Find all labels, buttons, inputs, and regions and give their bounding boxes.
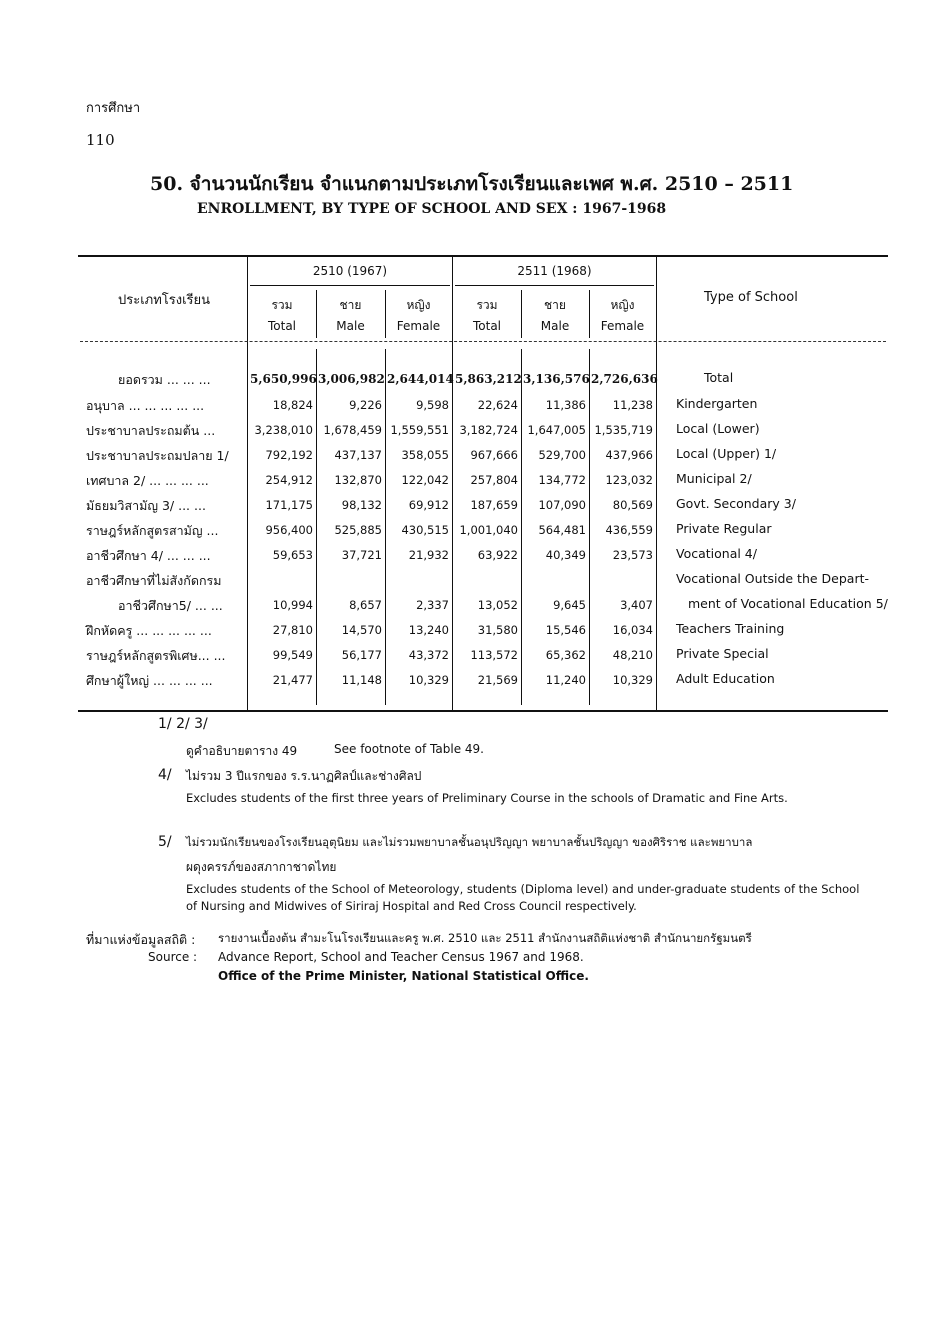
- row-label-thai: อนุบาล ... ... ... ... ...: [86, 398, 205, 413]
- table-cell: 3,182,724: [459, 423, 518, 437]
- subheader-english: Male: [540, 319, 570, 333]
- table-cell: 1,647,005: [527, 423, 586, 437]
- table-cell: 22,624: [477, 398, 518, 412]
- table-cell: 171,175: [265, 498, 313, 512]
- column-divider: [247, 257, 248, 710]
- column-divider: [316, 290, 317, 338]
- table-cell: 3,407: [620, 598, 653, 612]
- table-cell: 5,650,996: [250, 372, 317, 386]
- row-label-thai: ฝึกหัดครู ... ... ... ... ...: [86, 623, 212, 638]
- table-cell: 21,569: [477, 673, 518, 687]
- row-label-english: Kindergarten: [676, 396, 758, 411]
- footnote-4-english: Excludes students of the first three years of Preliminary Course in the schools of Dramatic and Fine Arts.: [186, 791, 788, 805]
- footnote-5-english: Excludes students of the School of Meteorology, students (Diploma level) and under-graduate students of the School of Nursing and Midwives of Siriraj Hospital and Red Cross Council respectively.: [186, 882, 860, 913]
- row-label-thai: เทศบาล 2/ ... ... ... ...: [86, 473, 209, 488]
- column-divider: [385, 290, 386, 338]
- table-cell: 187,659: [470, 498, 518, 512]
- table-cell: 123,032: [605, 473, 653, 487]
- table-cell: 11,148: [341, 673, 382, 687]
- table-cell: 10,329: [408, 673, 449, 687]
- row-label-english: Teachers Training: [676, 621, 785, 636]
- table-cell: 134,772: [538, 473, 586, 487]
- row-label-thai: ยอดรวม ... ... ...: [118, 372, 211, 387]
- source-label-english: Source :: [148, 950, 198, 964]
- year-underline: [250, 285, 450, 286]
- footnote-marks-1-2-3: 1/ 2/ 3/: [158, 716, 208, 732]
- table-cell: 525,885: [334, 523, 382, 537]
- table-cell: 9,645: [553, 598, 586, 612]
- row-label-thai: อาชีวศึกษาที่ไม่สังกัดกรม: [86, 573, 222, 588]
- table-cell: 967,666: [470, 448, 518, 462]
- row-label-thai: อาชีวศึกษา5/ ... ...: [118, 598, 223, 613]
- table-cell: 99,549: [272, 648, 313, 662]
- table-cell: 80,569: [612, 498, 653, 512]
- row-label-thai: ศึกษาผู้ใหญ่ ... ... ... ...: [86, 673, 213, 688]
- table-cell: 257,804: [470, 473, 518, 487]
- source-text-english-line1: Advance Report, School and Teacher Census 1967 and 1968.: [218, 950, 584, 964]
- table-cell: 18,824: [272, 398, 313, 412]
- table-cell: 14,570: [341, 623, 382, 637]
- table-cell: 43,372: [408, 648, 449, 662]
- column-divider: [521, 290, 522, 338]
- footnote-1-2-3-english: See footnote of Table 49.: [334, 742, 484, 756]
- table-cell: 437,966: [605, 448, 653, 462]
- table-cell: 254,912: [265, 473, 313, 487]
- source-text-english-line2: Office of the Prime Minister, National Statistical Office.: [218, 969, 589, 983]
- row-label-english: Govt. Secondary 3/: [676, 496, 796, 511]
- table-cell: 2,726,636: [591, 372, 658, 386]
- table-cell: 122,042: [401, 473, 449, 487]
- column-header-type-thai: ประเภทโรงเรียน: [118, 293, 211, 308]
- row-label-english: Vocational 4/: [676, 546, 757, 561]
- table-cell: 11,386: [545, 398, 586, 412]
- table-cell: 13,052: [477, 598, 518, 612]
- table-title-english: ENROLLMENT, BY TYPE OF SCHOOL AND SEX : 1967-1968: [197, 201, 667, 217]
- footnote-5-thai-line2: ผดุงครรภ์ของสภากาชาดไทย: [186, 860, 337, 874]
- header-dashed-rule: [80, 341, 886, 342]
- year-underline: [455, 285, 654, 286]
- row-label-english: ment of Vocational Education 5/: [688, 596, 888, 611]
- table-cell: 430,515: [401, 523, 449, 537]
- subheader-english: Male: [336, 319, 365, 333]
- table-cell: 48,210: [612, 648, 653, 662]
- table-cell: 956,400: [265, 523, 313, 537]
- table-cell: 59,653: [272, 548, 313, 562]
- page-header-category: การศึกษา: [86, 101, 141, 116]
- table-cell: 1,535,719: [594, 423, 653, 437]
- row-label-thai: อาชีวศึกษา 4/ ... ... ...: [86, 548, 211, 563]
- column-divider: [452, 257, 453, 710]
- row-label-thai: ราษฎร์หลักสูตรสามัญ ...: [86, 523, 219, 538]
- page-number: 110: [86, 131, 115, 149]
- table-cell: 1,678,459: [323, 423, 382, 437]
- footnote-1-2-3-thai: ดูคำอธิบายตาราง 49: [186, 744, 298, 758]
- subheader-english: Female: [600, 319, 645, 333]
- row-label-thai: มัธยมวิสามัญ 3/ ... ...: [86, 498, 206, 513]
- column-divider: [589, 290, 590, 338]
- table-cell: 564,481: [538, 523, 586, 537]
- row-label-thai: ประชาบาลประถมต้น ...: [86, 423, 216, 438]
- row-label-english: Vocational Outside the Depart-: [676, 571, 870, 586]
- table-cell: 8,657: [349, 598, 382, 612]
- table-cell: 132,870: [334, 473, 382, 487]
- table-cell: 13,240: [408, 623, 449, 637]
- year-header-1968: 2511 (1968): [517, 264, 592, 278]
- subheader-thai: หญิง: [406, 298, 431, 312]
- table-cell: 11,238: [612, 398, 653, 412]
- table-cell: 3,238,010: [254, 423, 313, 437]
- subheader-english: Female: [396, 319, 441, 333]
- subheader-thai: ชาย: [339, 298, 362, 312]
- footnote-5-thai-line1: ไม่รวมนักเรียนของโรงเรียนอุตุนิยม และไม่รวมพยาบาลชั้นอนุปริญญา พยาบาลชั้นปริญญา ของศิริราช และพยาบาล: [186, 835, 753, 849]
- table-cell: 31,580: [477, 623, 518, 637]
- table-cell: 1,559,551: [390, 423, 449, 437]
- table-cell: 529,700: [538, 448, 586, 462]
- subheader-thai: หญิง: [610, 298, 635, 312]
- source-label-thai: ที่มาแห่งข้อมูลสถิติ :: [86, 932, 196, 947]
- table-cell: 37,721: [341, 548, 382, 562]
- table-cell: 98,132: [341, 498, 382, 512]
- row-label-english: Adult Education: [676, 671, 775, 686]
- subheader-thai: ชาย: [544, 298, 566, 312]
- table-cell: 27,810: [272, 623, 313, 637]
- column-divider: [656, 257, 657, 710]
- table-cell: 5,863,212: [455, 372, 522, 386]
- year-header-1967: 2510 (1967): [312, 264, 388, 278]
- table-cell: 9,598: [416, 398, 449, 412]
- subheader-thai: รวม: [271, 298, 293, 312]
- table-cell: 9,226: [349, 398, 382, 412]
- table-cell: 792,192: [265, 448, 313, 462]
- subheader-english: Total: [267, 319, 297, 333]
- table-cell: 1,001,040: [459, 523, 518, 537]
- table-cell: 21,932: [408, 548, 449, 562]
- row-label-thai: ราษฎร์หลักสูตรพิเศษ... ...: [86, 648, 226, 663]
- table-top-rule: [78, 255, 888, 257]
- table-cell: 437,137: [334, 448, 382, 462]
- subheader-thai: รวม: [476, 298, 498, 312]
- row-label-english: Local (Lower): [676, 421, 760, 436]
- footnote-5-mark: 5/: [158, 834, 172, 850]
- source-text-thai: รายงานเบื้องต้น สำมะโนโรงเรียนและครู พ.ศ. 2510 และ 2511 สำนักงานสถิติแห่งชาติ สำนักนายกรัฐมนตรี: [218, 931, 752, 945]
- subheader-english: Total: [472, 319, 502, 333]
- row-label-english: Private Regular: [676, 521, 772, 536]
- row-label-english: Municipal 2/: [676, 471, 752, 486]
- table-cell: 15,546: [545, 623, 586, 637]
- table-cell: 2,337: [416, 598, 449, 612]
- row-label-english: Private Special: [676, 646, 769, 661]
- footnote-4-thai: ไม่รวม 3 ปีแรกของ ร.ร.นาฏศิลป์และช่างศิลป: [186, 769, 422, 783]
- table-title-thai: 50. จำนวนนักเรียน จำแนกตามประเภทโรงเรียนและเพศ พ.ศ. 2510 – 2511: [150, 173, 794, 195]
- table-cell: 21,477: [272, 673, 313, 687]
- table-cell: 10,329: [612, 673, 653, 687]
- column-divider: [385, 349, 386, 705]
- column-divider: [589, 349, 590, 705]
- row-label-thai: ประชาบาลประถมปลาย 1/: [86, 448, 229, 463]
- table-cell: 69,912: [408, 498, 449, 512]
- table-cell: 3,136,576: [523, 372, 590, 386]
- table-cell: 11,240: [545, 673, 586, 687]
- column-divider: [316, 349, 317, 705]
- table-cell: 40,349: [545, 548, 586, 562]
- column-divider: [521, 349, 522, 705]
- table-cell: 23,573: [612, 548, 653, 562]
- table-cell: 107,090: [538, 498, 586, 512]
- table-cell: 2,644,014: [387, 372, 454, 386]
- table-cell: 3,006,982: [318, 372, 385, 386]
- table-cell: 65,362: [545, 648, 586, 662]
- table-cell: 358,055: [401, 448, 449, 462]
- row-label-english: Local (Upper) 1/: [676, 446, 777, 461]
- table-cell: 113,572: [470, 648, 518, 662]
- table-cell: 436,559: [605, 523, 653, 537]
- column-header-type-english: Type of School: [704, 290, 798, 305]
- table-cell: 56,177: [341, 648, 382, 662]
- footnote-4-mark: 4/: [158, 767, 172, 783]
- row-label-english: Total: [704, 370, 734, 385]
- table-cell: 63,922: [477, 548, 518, 562]
- table-cell: 16,034: [612, 623, 653, 637]
- table-cell: 10,994: [272, 598, 313, 612]
- table-bottom-rule: [78, 710, 888, 712]
